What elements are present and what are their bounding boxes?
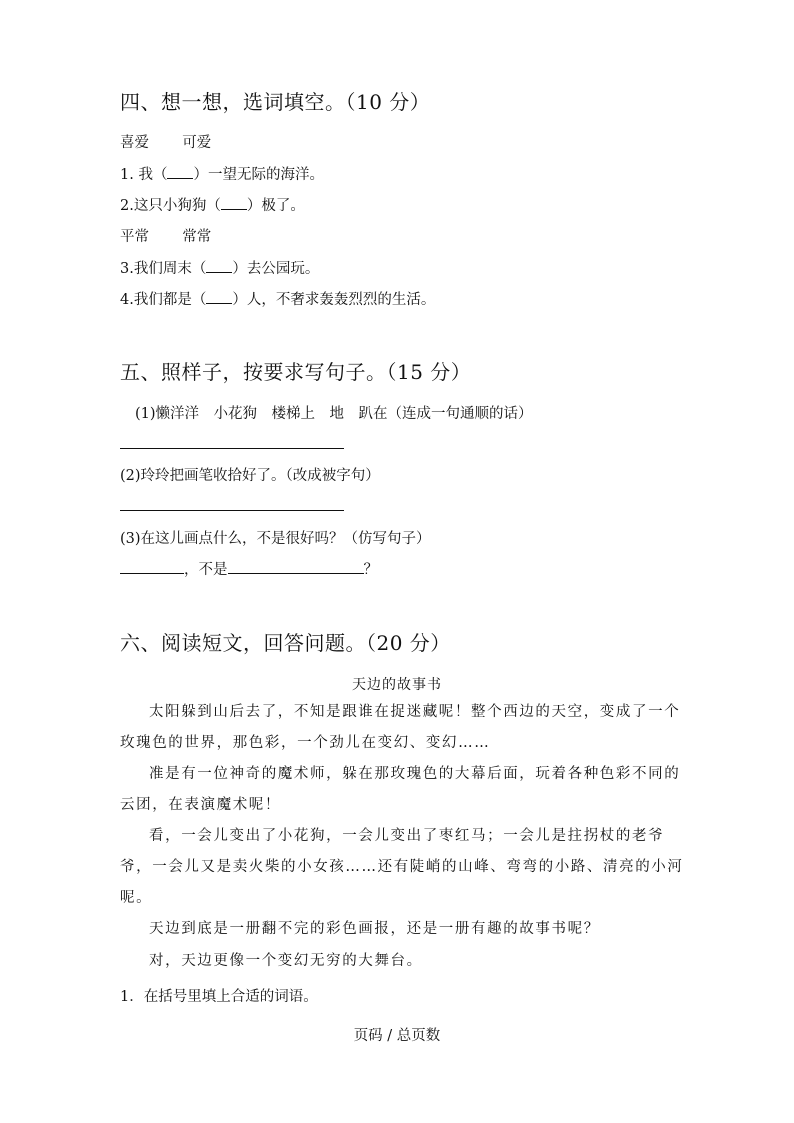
story-paragraph-1: 太阳躲到山后去了，不知是跟谁在捉迷藏呢！整个西边的天空，变成了一个玫瑰色的世界，那色彩，一个劲儿在变幻、变幻……	[120, 704, 681, 751]
answer-blank[interactable]	[206, 289, 232, 304]
section5-heading: 五、照样子，按要求写句子。（15 分）	[120, 360, 472, 384]
fill-question-3: 3.我们周末（ ）去公园玩。	[120, 257, 319, 278]
answer-line[interactable]	[120, 510, 344, 511]
fill-question-1: 1. 我（ ）一望无际的海洋。	[120, 163, 324, 184]
story-paragraph-5: 对，天边更像一个变幻无穷的大舞台。	[149, 953, 423, 969]
word-option: 喜爱	[120, 135, 149, 151]
answer-line[interactable]	[120, 448, 344, 449]
answer-blank[interactable]	[206, 258, 232, 273]
word-pair-2	[120, 225, 211, 246]
story-paragraph-4: 天边到底是一册翻不完的彩色画报，还是一册有趣的故事书呢？	[149, 921, 600, 937]
fill-question-4: 4.我们都是（ ）人，不奢求轰轰烈烈的生活。	[120, 288, 435, 309]
imitation-sentence: ，不是 ？	[120, 558, 378, 579]
rewrite-item-2: (2)玲玲把画笔收拾好了。（改成被字句）	[120, 468, 380, 484]
word-option: 平常	[120, 229, 149, 245]
word-pair-1	[120, 131, 211, 152]
section4-heading: 四、想一想，选词填空。（10 分）	[120, 90, 431, 114]
fill-question-2: 2.这只小狗狗（ ）极了。	[120, 194, 305, 215]
reading-question-1: 1．在括号里填上合适的词语。	[120, 989, 318, 1005]
word-option: 常常	[182, 229, 212, 245]
answer-blank[interactable]	[221, 195, 247, 210]
answer-blank[interactable]	[120, 559, 184, 574]
story-paragraph-2: 准是有一位神奇的魔术师，躲在那玫瑰色的大幕后面，玩着各种色彩不同的云团，在表演魔术呢！	[120, 766, 681, 813]
section6-heading: 六、阅读短文，回答问题。（20 分）	[120, 631, 451, 655]
answer-blank[interactable]	[228, 559, 364, 574]
page-footer: 页码 / 总页数	[353, 1028, 441, 1044]
word-option: 可爱	[182, 135, 212, 151]
rewrite-item-3: (3)在这儿画点什么，不是很好吗？（仿写句子）	[120, 531, 431, 547]
answer-blank[interactable]	[167, 164, 193, 179]
story-paragraph-3: 看，一会儿变出了小花狗，一会儿变出了枣红马；一会儿是拄拐杖的老爷爷，一会儿又是卖火柴的小女孩……还有陡峭的山峰、弯弯的小路、清亮的小河呢。	[120, 828, 684, 906]
rewrite-item-1: (1)懒洋洋 小花狗 楼梯上 地 趴在（连成一句通顺的话）	[135, 406, 533, 422]
story-title: 天边的故事书	[352, 677, 442, 693]
